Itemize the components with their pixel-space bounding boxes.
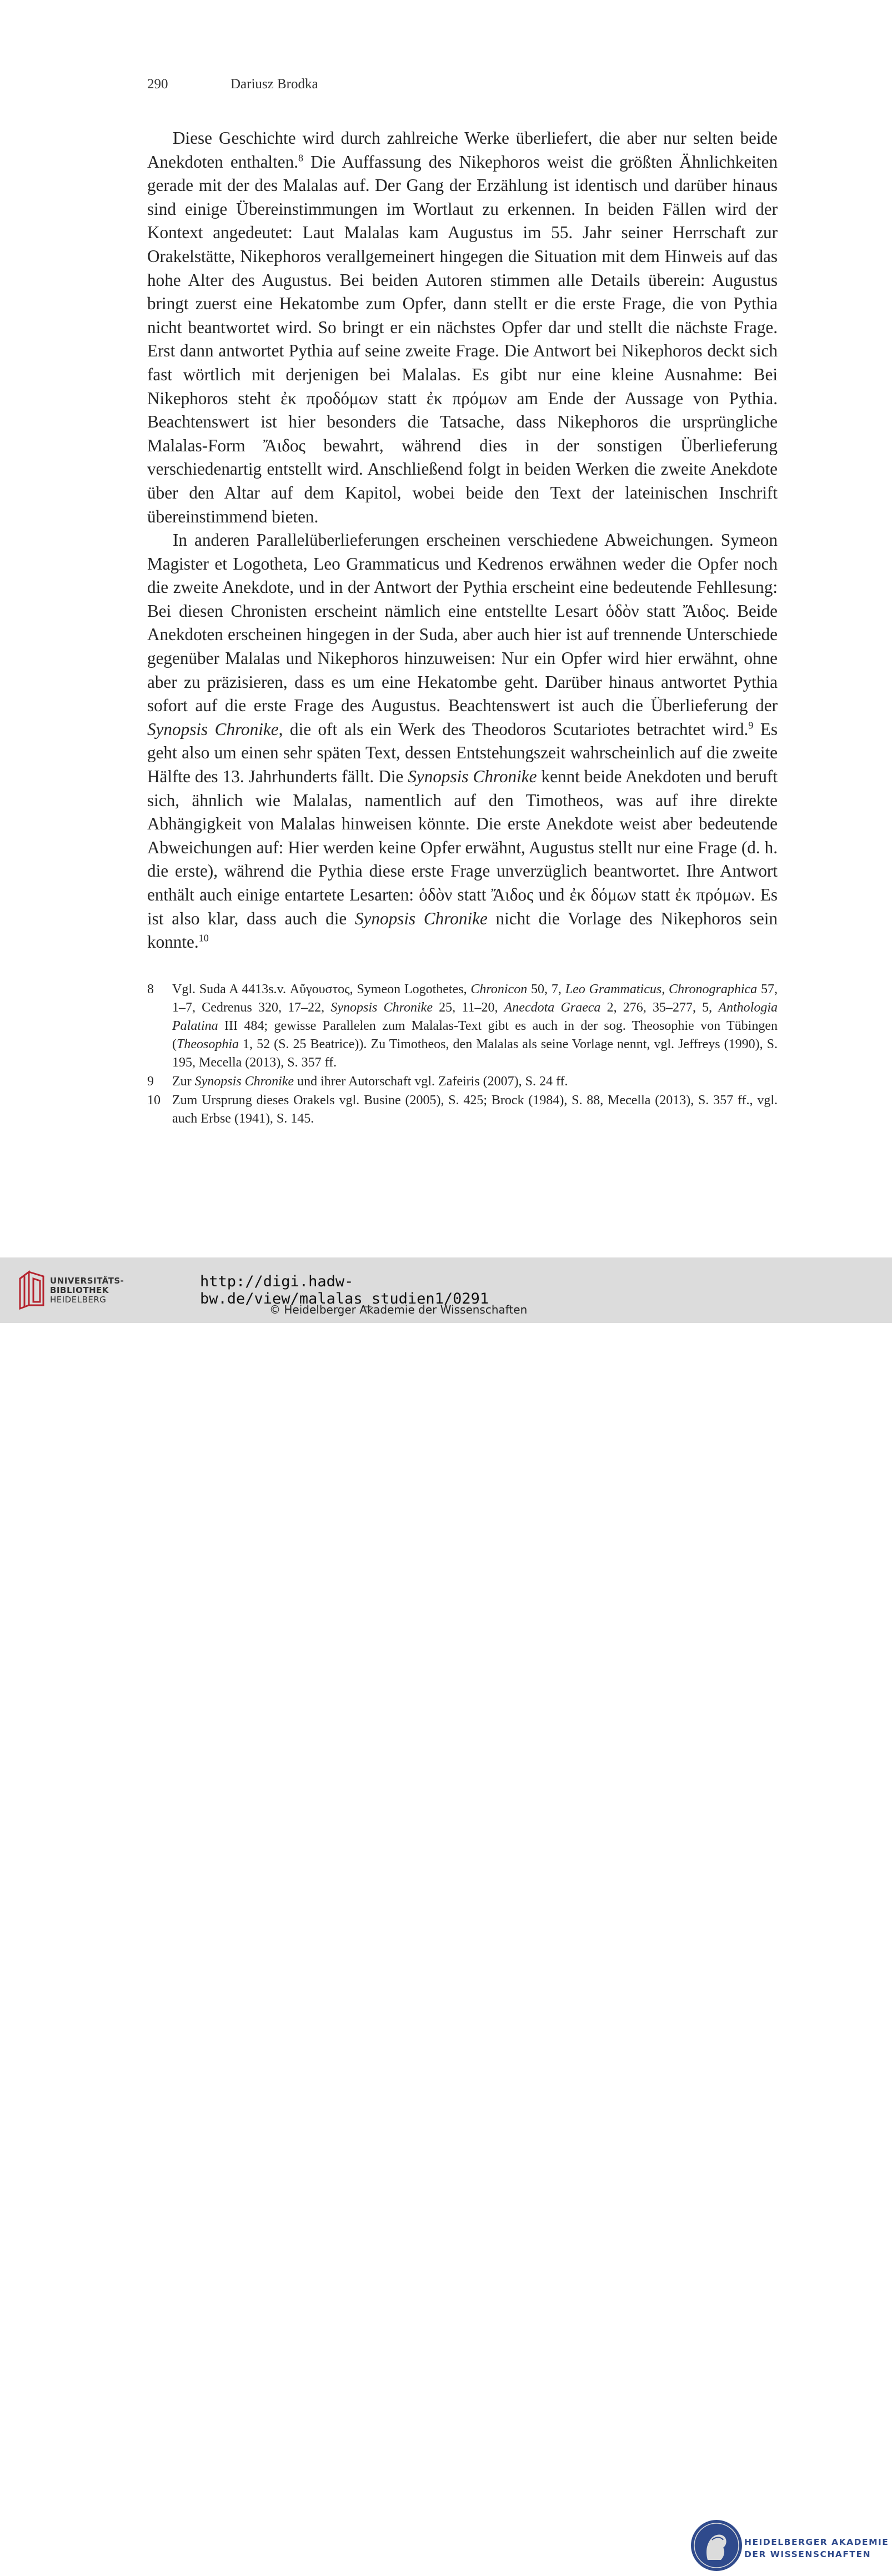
library-name-line: BIBLIOTHEK	[50, 1285, 109, 1295]
text-run: Es geht also um einen sehr späten Text, dessen Entstehungszeit wahrscheinlich auf die zweite Hälfte des 13. Jahrhunderts fällt. Die	[147, 719, 778, 787]
italic-title: Synopsis Chronike	[330, 1000, 433, 1015]
academy-name-line: HEIDELBERGER AKADEMIE	[744, 2537, 889, 2547]
text-run: kennt beide Anekdoten und beruft sich, ähnlich wie Malalas, namentlich auf den Timotheos, was auf ihre direkte Abhängigkeit von Malalas hinweisen könnte. Die erste Anekdote weist aber bedeutende Abweichungen auf: Hier werden keine Opfer erwähnt, Augustus stellt nur eine Frage (d. h. die erste), während die Pythia diese erste Frage unverzüglich beantwortet. Ihre Antwort enthält auch einige entartete Lesarten: ὁδὸν statt Ἄιδος und ἐκ δόμων statt ἐκ πρόμων. Es ist also klar, dass auch die	[147, 767, 778, 928]
footnote-reference[interactable]: 10	[198, 932, 209, 944]
paragraph	[147, 127, 778, 529]
italic-title: Synopsis Chronike	[408, 767, 537, 787]
italic-title: Synopsis Chronike	[147, 719, 279, 739]
text-run: Diese Geschichte wird durch zahlreiche Werke überliefert, die aber nur selten beide Anekdoten enthalten.	[147, 128, 778, 172]
book-page	[0, 0, 892, 1257]
italic-title: Anthologia Palatina	[172, 1000, 778, 1033]
footnote-number: 8	[147, 982, 154, 997]
university-library-logo[interactable]	[17, 1266, 124, 1311]
footnote	[147, 980, 778, 1072]
text-run: 1, 52 (S. 25 Beatrice)). Zu Timotheos, den Malalas als seine Vorlage nennt, vgl. Jeffreys (1990), S. 195, Mecella (2013), S. 357 ff.	[172, 1037, 778, 1070]
library-emblem-icon	[17, 1266, 47, 1310]
text-run: 57, 1–7, Cedrenus 320, 17–22,	[172, 982, 778, 1015]
italic-title: Theosophia	[177, 1037, 239, 1051]
italic-title: Chronicon	[470, 982, 528, 997]
copyright-notice: © Heidelberger Akademie der Wissenschaften	[269, 1303, 528, 1316]
academy-logo[interactable]	[689, 2518, 889, 2576]
text-run: , die oft als ein Werk des Theodoros Scutariotes betrachtet wird.	[278, 719, 749, 739]
footnote-number: 10	[147, 1093, 161, 1108]
library-name-line: UNIVERSITÄTS-	[50, 1276, 124, 1286]
footnote	[147, 1073, 778, 1091]
footnote-text	[172, 1091, 778, 1128]
text-run: In anderen Parallelüberlieferungen erscheinen verschiedene Abweichungen. Symeon Magister et Logotheta, Leo Grammaticus und Kedrenos erwähnen weder die Opfer noch die zweite Anekdote, und in der Antwort der Pythia erscheint eine bedeutende Fehllesung: Bei diesen Chronisten erscheint nämlich eine entstellte Lesart ὁδὸν statt Ἄιδος. Beide Anekdoten erscheinen hingegen in der Suda, aber auch hier ist auf trennende Unterschiede gegenüber Malalas und Nikephoros hinzuweisen: Nur ein Opfer wird hier erwähnt, ohne aber zu präzisieren, dass es um eine Hekatombe geht. Darüber hinaus antwortet Pythia sofort auf die erste Frage des Augustus. Beachtenswert ist auch die Überlieferung der	[147, 530, 778, 716]
text-run: III 484; gewisse Parallelen zum Malalas-Text gibt es auch in der sog. Theosophie von Tübingen (	[172, 1019, 778, 1051]
library-name	[50, 1276, 124, 1305]
text-run: nicht die Vorlage des Nikephoros sein konnte.	[147, 908, 778, 952]
text-run: 25, 11–20,	[432, 1000, 504, 1015]
running-head	[147, 77, 318, 92]
running-head-author: Dariusz Brodka	[230, 77, 318, 92]
body-text	[147, 127, 778, 954]
footnotes	[147, 980, 778, 1129]
footnote-text	[172, 980, 778, 1072]
italic-title: Synopsis Chronike	[354, 908, 488, 928]
page-number: 290	[147, 77, 168, 92]
text-run: Vgl. Suda A 4413s.v. Αὔγουστος, Symeon Logothetes,	[172, 982, 471, 997]
academy-name-line: DER WISSENSCHAFTEN	[744, 2549, 871, 2559]
library-name-line: HEIDELBERG	[50, 1295, 107, 1305]
footnote-number: 9	[147, 1074, 154, 1089]
footnote	[147, 1091, 778, 1128]
text-run: 2, 276, 35–277, 5,	[600, 1000, 719, 1015]
paragraph	[147, 529, 778, 954]
footnote-text	[172, 1073, 778, 1091]
text-run: Die Auffassung des Nikephoros weist die größten Ähnlichkeiten gerade mit der des Malalas auf. Der Gang der Erzählung ist identisch und darüber hinaus sind einige Übereinstimmungen im Wortlaut zu erkennen. In beiden Fällen wird der Kontext angedeutet: Laut Malalas kam Augustus im 55. Jahr seiner Herrschaft zur Orakelstätte, Nikephoros verallgemeinert hingegen die Situation mit dem Hinweis auf das hohe Alter des Augustus. Bei beiden Autoren stimmen alle Details überein: Augustus bringt zuerst eine Hekatombe zum Opfer, dann stellt er die erste Frage, die von Pythia nicht beantwortet wird. So bringt er ein nächstes Opfer dar und stellt die nächste Frage. Erst dann antwortet Pythia auf seine zweite Frage. Die Antwort bei Nikephoros deckt sich fast wörtlich mit derjenigen bei Malalas. Es gibt nur eine kleine Ausnahme: Bei Nikephoros steht ἐκ προδόμων statt ἐκ πρόμων am Ende der Aussage von Pythia. Beachtenswert ist hier besonders die Tatsache, dass Nikephoros die ursprüngliche Malalas-Form Ἄιδος bewahrt, während dies in der sonstigen Überlieferung verschiedenartig entstellt wird. Anschließend folgt in beiden Werken die zweite Anekdote über den Altar auf dem Kapitol, wobei beide den Text der lateinischen Inschrift übereinstimmend bieten.	[147, 152, 778, 526]
academy-seal-icon	[689, 2518, 744, 2573]
italic-title: Synopsis Chronike	[194, 1074, 294, 1089]
text-run: Zum Ursprung dieses Orakels vgl. Busine (2005), S. 425; Brock (1984), S. 88, Mecella (2013), S. 357 ff., vgl. auch Erbse (1941), S. 145.	[172, 1093, 778, 1126]
italic-title: Leo Grammaticus, Chronographica	[565, 982, 758, 997]
permalink-url[interactable]: http://digi.hadw-bw.de/view/malalas_studien1/0291	[200, 1273, 489, 1307]
text-run: 50, 7,	[527, 982, 565, 997]
footnote-reference[interactable]: 9	[748, 720, 754, 731]
italic-title: Anecdota Graeca	[504, 1000, 601, 1015]
footnote-reference[interactable]: 8	[298, 152, 304, 164]
text-run: Zur	[172, 1074, 195, 1089]
text-run: und ihrer Autorschaft vgl. Zafeiris (2007), S. 24 ff.	[294, 1074, 568, 1089]
academy-name	[744, 2536, 889, 2560]
